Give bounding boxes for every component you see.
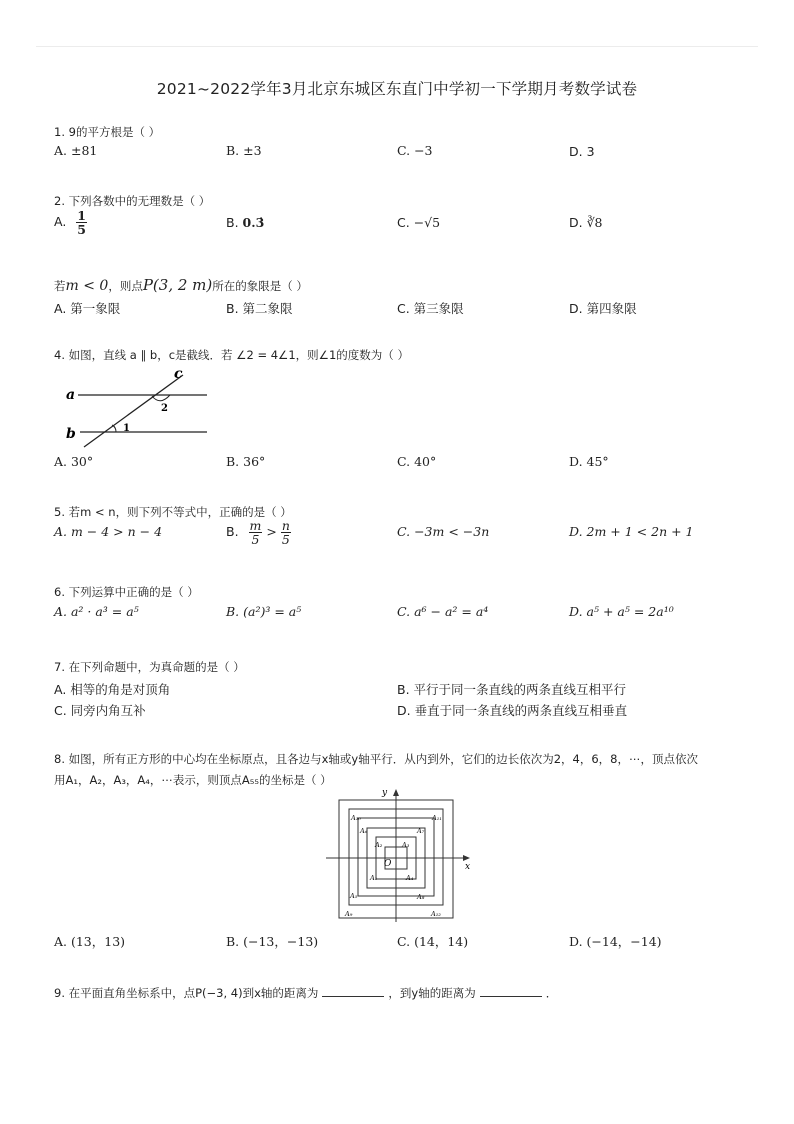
label-c: c bbox=[174, 366, 183, 382]
question-8-stem-line-2: 用A₁，A₂，A₃，A₄，⋯表示，则顶点A₅₅的坐标是（ ） bbox=[54, 773, 332, 787]
x-axis-label: x bbox=[465, 862, 471, 872]
q3-stem-post: 所在的象限是（ ） bbox=[212, 279, 308, 293]
q3-option-d: D. 第四象限 bbox=[569, 301, 637, 316]
q4-option-b: B. 36° bbox=[226, 454, 266, 469]
q3-option-b: B. 第二象限 bbox=[226, 301, 293, 316]
question-4-stem: 4. 如图，直线 a ∥ b，c是截线．若 ∠2 = 4∠1，则∠1的度数为（ ） bbox=[54, 348, 409, 362]
q2-d-prefix: D. bbox=[569, 215, 583, 230]
q7-option-a: A. 相等的角是对顶角 bbox=[54, 682, 171, 697]
q4-option-a: A. 30° bbox=[54, 454, 94, 469]
q4-option-d: D. 45° bbox=[569, 454, 609, 469]
x-axis-arrow-icon bbox=[463, 855, 470, 861]
vertex-label-a5: A₅ bbox=[350, 892, 358, 900]
q6-option-d: D. a⁵ + a⁵ = 2a¹⁰ bbox=[569, 604, 674, 619]
vertex-label-a4: A₄ bbox=[406, 874, 414, 882]
q9-answer-blank-y[interactable] bbox=[480, 986, 542, 997]
q8-option-c: C. (14，14) bbox=[397, 934, 469, 949]
vertex-label-a12: A₁₂ bbox=[431, 910, 441, 918]
q2-option-d bbox=[569, 215, 603, 230]
q5-b-numerator-1: m bbox=[249, 518, 262, 533]
question-3-stem bbox=[54, 276, 308, 294]
q5-option-a: A. m − 4 > n − 4 bbox=[54, 524, 163, 539]
q5-b-operator: > bbox=[266, 524, 277, 540]
q9-answer-blank-x[interactable] bbox=[322, 986, 384, 997]
q2-option-b bbox=[226, 215, 264, 230]
q9-text-post: ． bbox=[545, 986, 558, 1000]
vertex-label-a1: A₁ bbox=[370, 874, 378, 882]
q5-option-d: D. 2m + 1 < 2n + 1 bbox=[569, 524, 694, 539]
q3-stem-mid: ，则点 bbox=[108, 279, 143, 293]
vertex-label-a3: A₃ bbox=[402, 841, 410, 849]
q6-option-a: A. a² · a³ = a⁵ bbox=[54, 604, 139, 619]
q2-a-fraction bbox=[76, 209, 87, 236]
q5-b-prefix: B. bbox=[226, 524, 239, 540]
q2-d-value: ∛8 bbox=[586, 215, 603, 230]
parallel-lines-figure bbox=[60, 365, 220, 453]
q7-option-d: D. 垂直于同一条直线的两条直线互相垂直 bbox=[397, 703, 628, 718]
q1-option-a: A. ±81 bbox=[54, 143, 98, 158]
q4-option-c: C. 40° bbox=[397, 454, 437, 469]
q5-option-b bbox=[226, 519, 291, 546]
q7-option-c: C. 同旁内角互补 bbox=[54, 703, 146, 718]
q2-a-prefix: A. bbox=[54, 214, 67, 230]
q3-point: P(3, 2 m) bbox=[142, 276, 213, 294]
q1-option-c: C. −3 bbox=[397, 143, 433, 158]
header-divider bbox=[36, 46, 758, 47]
origin-label: O bbox=[384, 859, 392, 869]
vertex-label-a8: A₈ bbox=[417, 893, 425, 901]
question-9-stem bbox=[54, 985, 557, 1001]
q3-option-c: C. 第三象限 bbox=[397, 301, 464, 316]
question-5-stem: 5. 若m < n，则下列不等式中，正确的是（ ） bbox=[54, 505, 292, 519]
label-angle-1: 1 bbox=[123, 423, 130, 434]
line-c bbox=[84, 375, 183, 447]
q5-b-numerator-2: n bbox=[281, 518, 290, 533]
q7-option-b: B. 平行于同一条直线的两条直线互相平行 bbox=[397, 682, 627, 697]
y-axis-label: y bbox=[382, 788, 388, 798]
q5-b-fraction-2 bbox=[281, 519, 291, 546]
label-a: a bbox=[66, 387, 76, 403]
q2-a-numerator: 1 bbox=[77, 208, 86, 223]
y-axis-arrow-icon bbox=[393, 789, 399, 796]
question-6-stem: 6. 下列运算中正确的是（ ） bbox=[54, 585, 199, 599]
q9-text-pre: 9. 在平面直角坐标系中，点P(−3, 4)到x轴的距离为 bbox=[54, 986, 319, 1000]
question-8-stem-line-1: 8. 如图，所有正方形的中心均在坐标原点，且各边与x轴或y轴平行．从内到外，它们的边长依次为2，4，6，8，⋯，顶点依次 bbox=[54, 752, 698, 766]
question-1-stem: 1. 9的平方根是（ ） bbox=[54, 125, 161, 139]
vertex-label-a2: A₂ bbox=[375, 841, 383, 849]
q5-option-c: C. −3m < −3n bbox=[397, 524, 490, 539]
q6-option-b: B. (a²)³ = a⁵ bbox=[226, 604, 302, 619]
vertex-label-a6: A₆ bbox=[360, 827, 368, 835]
label-b: b bbox=[66, 426, 76, 442]
q8-option-b: B. (−13，−13) bbox=[226, 934, 319, 949]
q2-c-value: −√5 bbox=[413, 215, 441, 230]
vertex-label-a9: A₉ bbox=[345, 910, 353, 918]
q2-b-prefix: B. bbox=[226, 215, 239, 230]
q3-option-a: A. 第一象限 bbox=[54, 301, 121, 316]
q2-option-a bbox=[54, 209, 87, 236]
q1-option-b: B. ±3 bbox=[226, 143, 262, 158]
q3-condition: m < 0 bbox=[65, 278, 109, 294]
q5-b-denominator-1: 5 bbox=[251, 532, 260, 548]
q2-c-prefix: C. bbox=[397, 215, 410, 230]
vertex-label-a10: A₁₀ bbox=[351, 814, 361, 822]
nested-squares-figure bbox=[322, 786, 474, 926]
vertex-label-a7: A₇ bbox=[417, 827, 425, 835]
q2-b-value: 0.3̇ bbox=[242, 215, 265, 230]
q5-b-fraction-1 bbox=[249, 519, 263, 546]
q1-option-d: D. 3 bbox=[569, 144, 595, 159]
q3-stem-pre: 若 bbox=[54, 279, 66, 293]
question-2-stem: 2. 下列各数中的无理数是（ ） bbox=[54, 194, 211, 208]
q2-a-denominator: 5 bbox=[77, 222, 86, 238]
q5-b-denominator-2: 5 bbox=[281, 532, 290, 548]
q8-option-d: D. (−14，−14) bbox=[569, 934, 662, 949]
q9-text-mid: ，到y轴的距离为 bbox=[388, 986, 476, 1000]
page-title: 2021~2022学年3月北京东城区东直门中学初一下学期月考数学试卷 bbox=[156, 80, 638, 98]
question-7-stem: 7. 在下列命题中，为真命题的是（ ） bbox=[54, 660, 245, 674]
vertex-label-a11: A₁₁ bbox=[432, 814, 442, 822]
q6-option-c: C. a⁶ − a² = a⁴ bbox=[397, 604, 489, 619]
q2-option-c bbox=[397, 215, 440, 230]
q8-option-a: A. (13，13) bbox=[54, 934, 126, 949]
label-angle-2: 2 bbox=[161, 403, 168, 414]
